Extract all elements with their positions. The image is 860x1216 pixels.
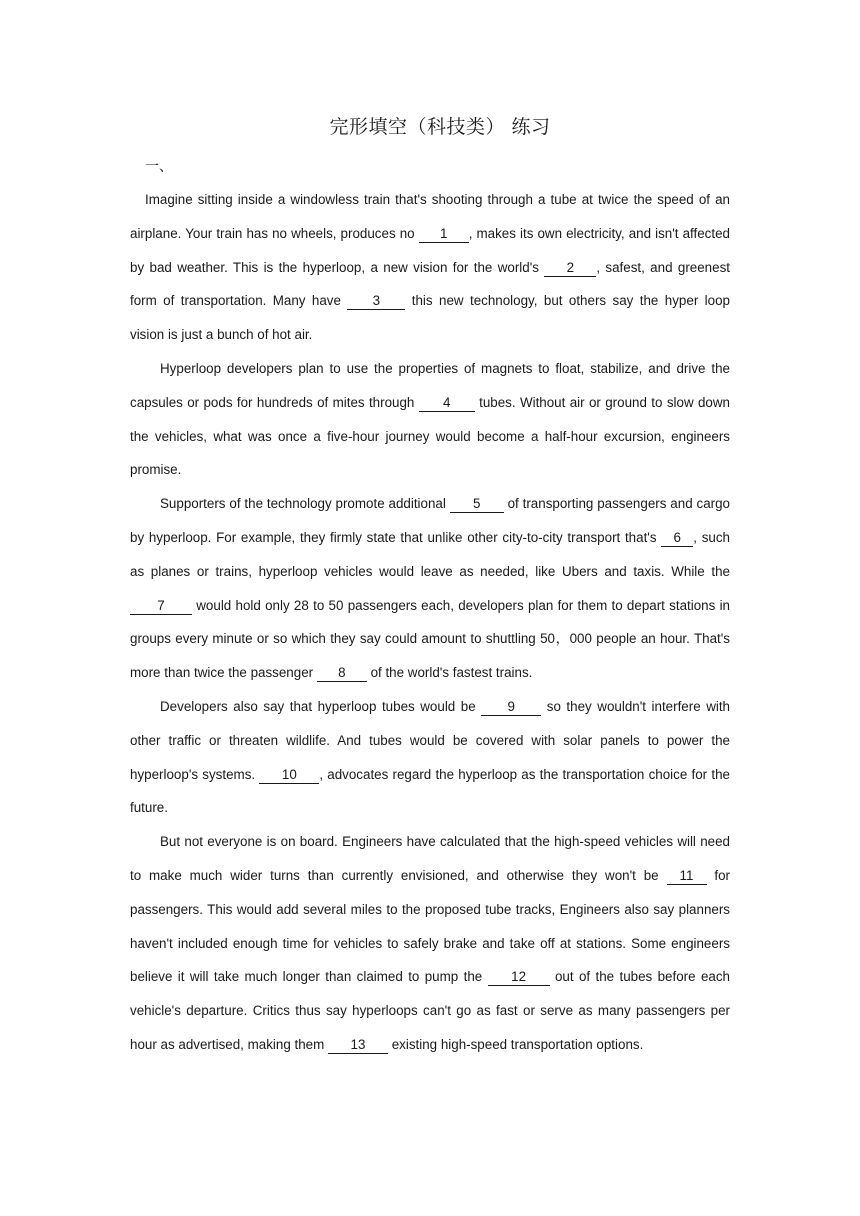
paragraph [130,352,730,487]
paragraph-text: of transporting passengers and cargo by hyperloop. For example, they firmly state that unlike other city-to-city transport that's [130,496,730,545]
blank-1: 1 [419,226,469,243]
paragraph-text: for passengers. This would add several miles to the proposed tube tracks, Engineers also say planners haven't included enough time for vehicles to safely brake and take off at stations. Some engineers believe it will take much longer than claimed to pump the [130,867,730,985]
paragraph-text: Hyperloop developers plan to use the properties of magnets to float, stabilize, and drive the capsules or pods for hundreds of mites through [130,360,730,410]
blank-6: 6 [661,530,693,547]
paragraph-text: But not everyone is on board. Engineers have calculated that the high-speed vehicles will need to make much wider turns than currently envisioned, and otherwise they won't be [130,834,730,883]
passage-body [130,183,730,1062]
blank-13: 13 [328,1037,388,1054]
paragraph-text: , makes its own electricity, and isn't affected by bad weather. This is the hyperloop, a new vision for the world's [130,225,730,275]
section-label: 一、 [145,159,173,175]
blank-12: 12 [488,969,550,986]
paragraph [130,183,730,352]
blank-4: 4 [419,395,475,412]
paragraph [130,487,730,690]
blank-5: 5 [450,496,504,513]
blank-9: 9 [481,699,541,716]
paragraph-text: Imagine sitting inside a windowless train that's shooting through a tube at twice the speed of an airplane. Your train has no wheels, produces no [130,192,730,241]
blank-2: 2 [544,260,596,277]
blank-7: 7 [130,598,192,615]
paragraph [130,825,730,1062]
paragraph-text: Developers also say that hyperloop tubes would be [160,698,482,714]
blank-8: 8 [317,665,367,682]
document-title: 完形填空（科技类） 练习 [329,116,551,138]
blank-11: 11 [667,868,707,885]
paragraph-text: tubes. Without air or ground to slow down the vehicles, what was once a five-hour journey would become a half-hour excursion, engineers promise. [130,394,730,478]
paragraph-text: , advocates regard the hyperloop as the transportation choice for the future. [130,766,730,816]
blank-10: 10 [259,767,319,784]
paragraph-text: this new technology, but others say the hyper loop vision is just a bunch of hot air. [130,293,730,343]
paragraph-text: out of the tubes before each vehicle's departure. Critics thus say hyperloops can't go as fast or serve as many passengers per hour as advertised, making them [130,969,730,1052]
paragraph-text: would hold only 28 to 50 passengers each, developers plan for them to depart stations in groups every minute or so which they say could amount to shuttling 50，000 people an hour. That's more than twice the passenger [130,597,730,681]
paragraph [130,690,730,825]
paragraph-text: Supporters of the technology promote additional [160,496,450,512]
paragraph-text: existing high-speed transportation options. [387,1036,644,1052]
paragraph-text: , safest, and greenest form of transportation. Many have [130,259,730,309]
blank-3: 3 [347,293,405,310]
paragraph-text: so they wouldn't interfere with other traffic or threaten wildlife. And tubes would be covered with solar panels to power the hyperloop's systems. [130,698,731,782]
paragraph-text: , such as planes or trains, hyperloop vehicles would leave as needed, like Ubers and taxis. While the [130,529,731,579]
paragraph-text: of the world's fastest trains. [366,665,533,681]
